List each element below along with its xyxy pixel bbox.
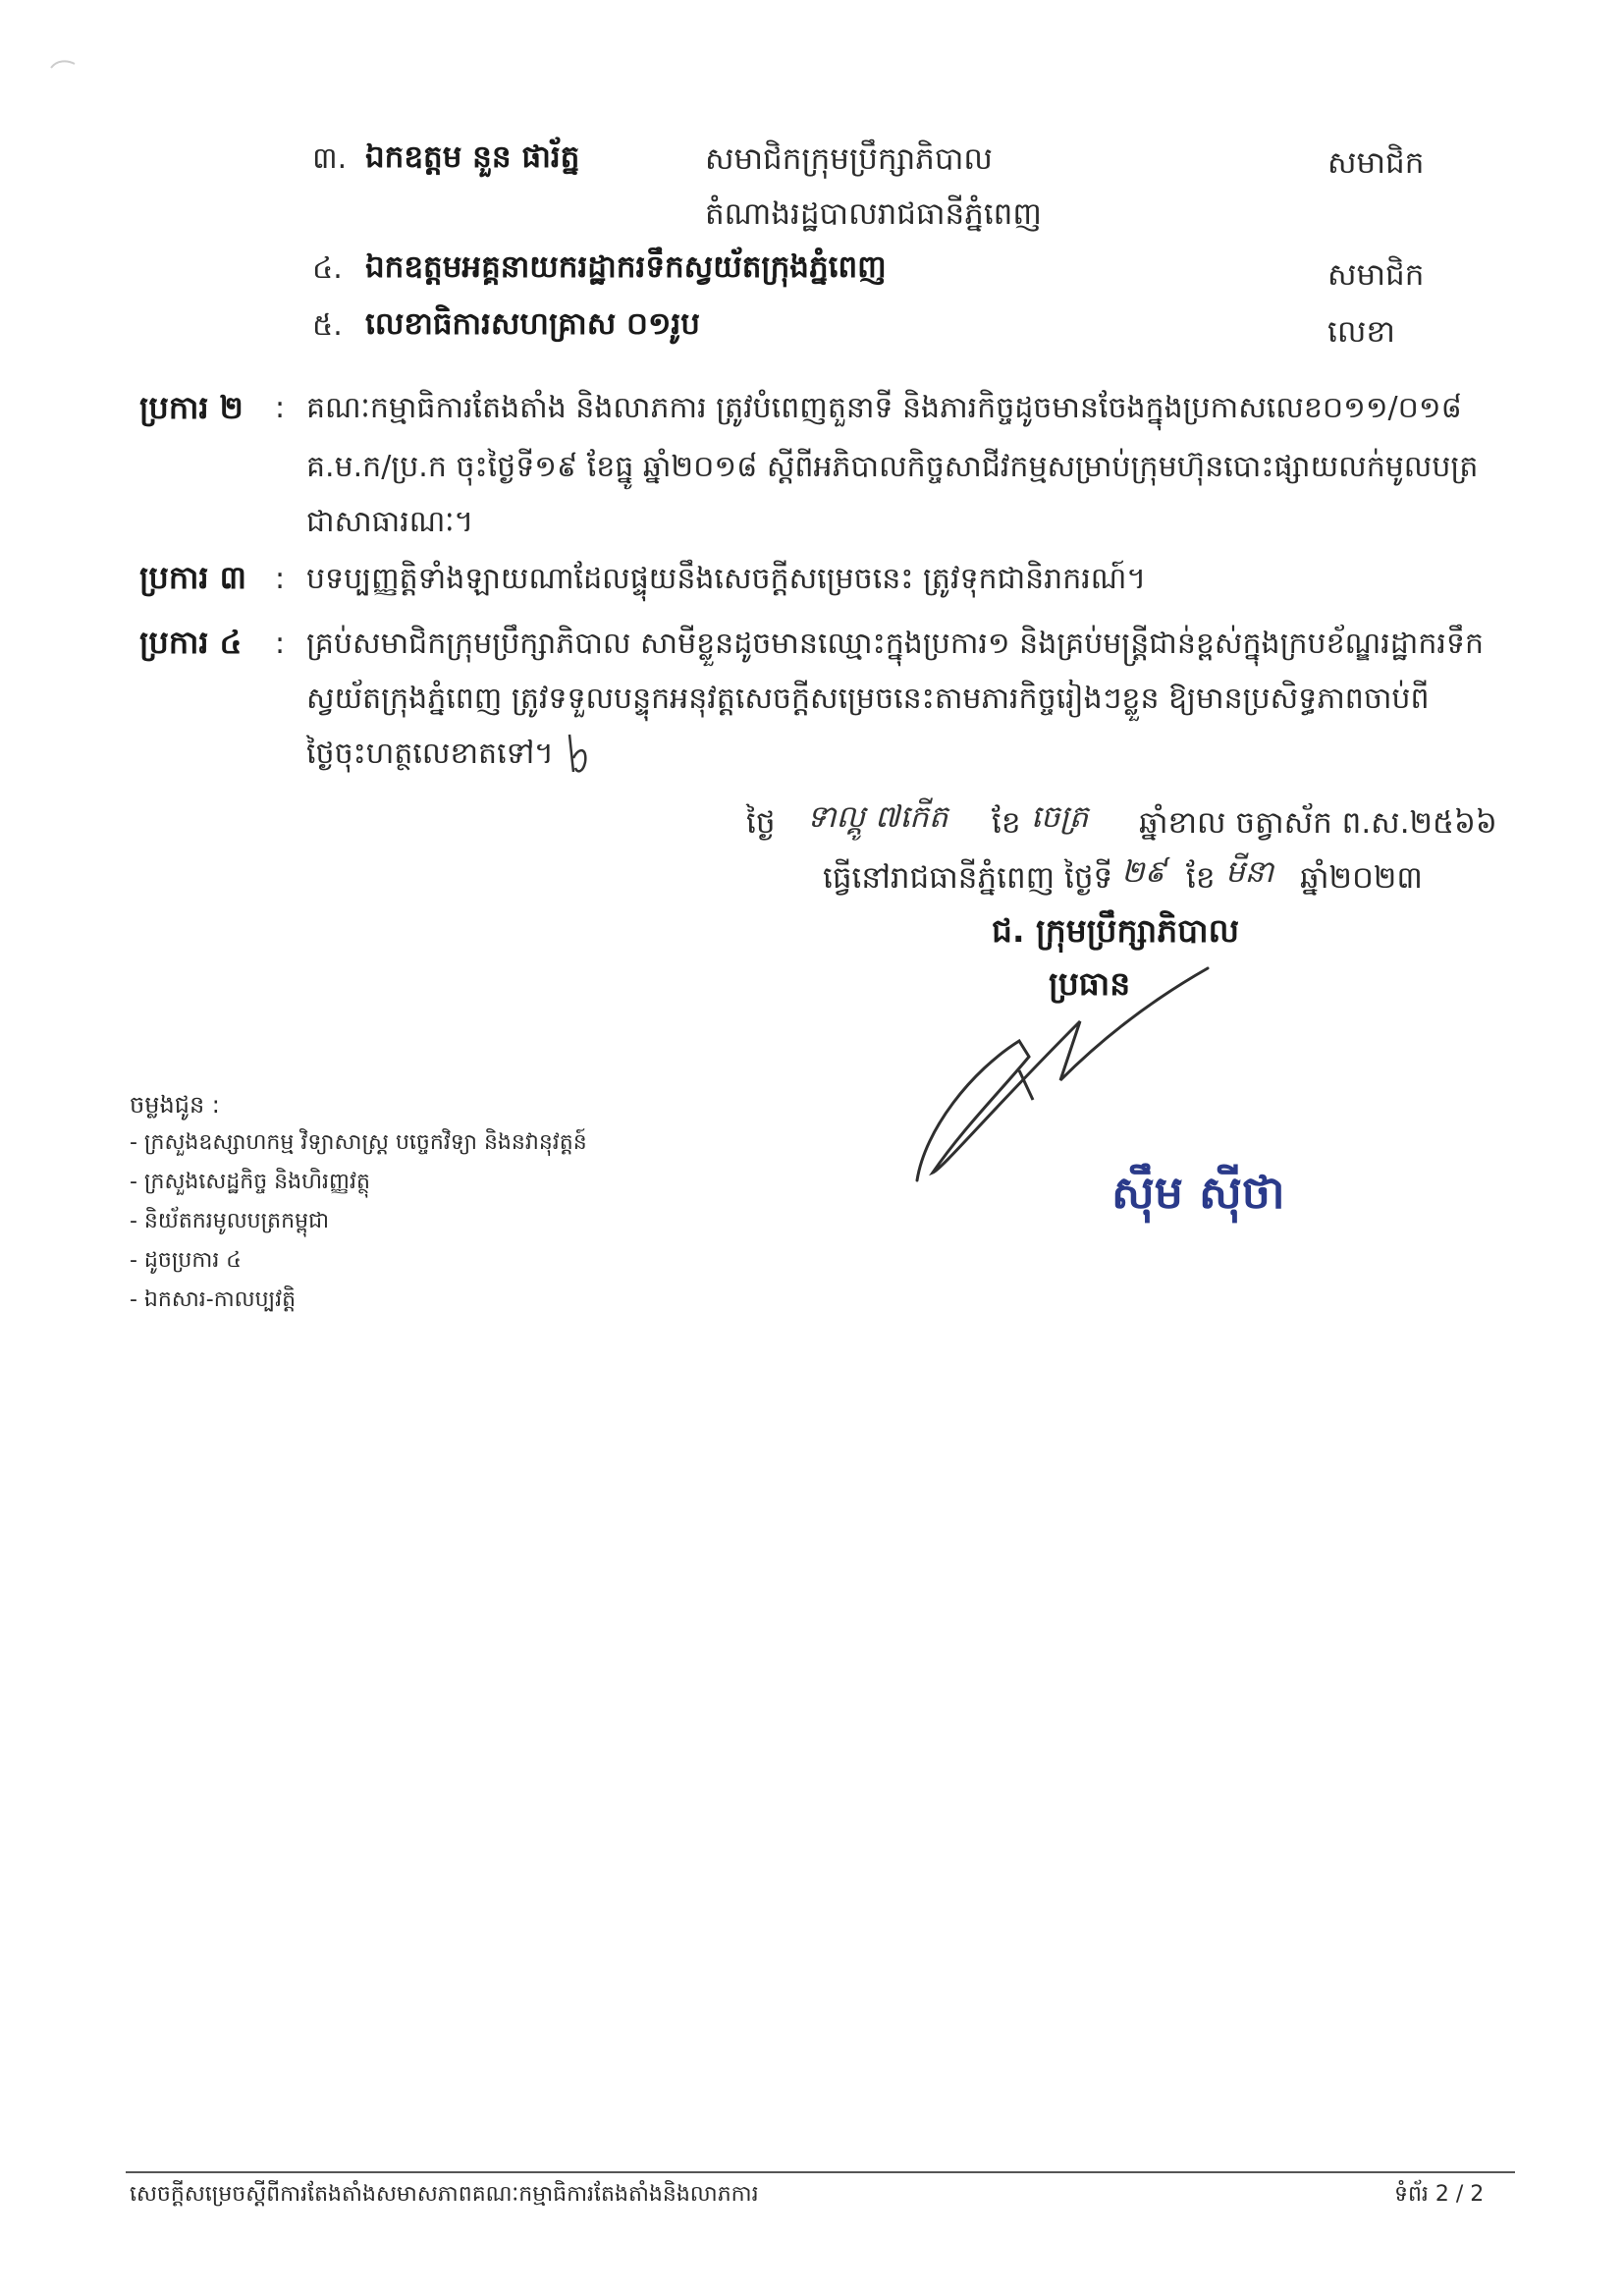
cc-item: - ឯកសារ-កាលប្បវត្តិ xyxy=(130,1287,297,1312)
month-prefix: ខែ xyxy=(1186,860,1216,896)
signatory-name: ស៊ឹម ស៊ីថា xyxy=(1111,1166,1285,1219)
article-line: ថ្ងៃចុះហត្ថលេខាតទៅ។ xyxy=(306,737,554,771)
footer-document-title: សេចក្តីសម្រេចស្តីពីការតែងតាំងសមាសភាពគណៈកម្មាធិការតែងតាំងនិងលាភការ xyxy=(130,2182,759,2207)
member-number: ៤. xyxy=(312,251,343,286)
lunar-month-prefix: ខែ xyxy=(992,805,1021,841)
month-handwritten: មីនា xyxy=(1225,854,1274,890)
day-handwritten: ២៩ xyxy=(1121,854,1166,890)
cc-item: - ក្រសួងសេដ្ឋកិច្ច និងហិរញ្ញវត្ថុ xyxy=(130,1170,370,1194)
article-label: ប្រការ ២ xyxy=(139,389,244,426)
member-position: លេខា xyxy=(1327,314,1395,350)
article-line: គ.ម.ក/ប្រ.ក ចុះថ្ងៃទី១៩ ខែធ្នូ ឆ្នាំ២០១៨ ស្តីពីអភិបាលកិច្ចសាជីវកម្មសម្រាប់ក្រុមហ៊ុនបោះផ្សាយលក់មូលបត្រ xyxy=(306,450,1479,484)
article-line: គណៈកម្មាធិការតែងតាំង និងលាភការ ត្រូវបំពេញតួនាទី និងភារកិច្ចដូចមានចែងក្នុងប្រកាសលេខ០១១/០១៨ xyxy=(306,391,1462,425)
lunar-month-handwritten: ចេត្រ xyxy=(1031,799,1089,835)
footer-divider xyxy=(126,2171,1515,2173)
year: ឆ្នាំ២០២៣ xyxy=(1300,860,1423,896)
initials-mark xyxy=(564,729,593,778)
page-number: ទំព័រ 2 / 2 xyxy=(1394,2182,1485,2207)
cc-item: - ដូចប្រការ ៤ xyxy=(130,1248,242,1273)
lunar-year: ឆ្នាំខាល ចត្វាស័ក ព.ស.២៥៦៦ xyxy=(1139,805,1497,841)
member-number: ៣. xyxy=(312,141,348,176)
member-role: សមាជិកក្រុមប្រឹក្សាភិបាល xyxy=(705,141,993,177)
article-label: ប្រការ ៣ xyxy=(139,559,246,596)
member-role-line2: តំណាងរដ្ឋបាលរាជធានីភ្នំពេញ xyxy=(705,196,1042,232)
article-line: បទប្បញ្ញត្តិទាំងឡាយណាដែលផ្ទុយនឹងសេចក្តីសម្រេចនេះ ត្រូវទុកជានិរាករណ៍។ xyxy=(306,562,1147,596)
signature-scribble xyxy=(903,962,1227,1198)
lunar-day-handwritten: ទាល្គូ ៧កើត xyxy=(807,799,948,835)
member-name: ឯកឧត្តម នួន ផារ័ត្ន xyxy=(365,139,580,175)
member-name: លេខាធិការសហគ្រាស ០១រូប xyxy=(365,306,700,342)
member-position: សមាជិក xyxy=(1327,257,1425,293)
article-colon: : xyxy=(275,391,286,425)
article-label: ប្រការ ៤ xyxy=(139,624,243,661)
place-date-prefix: ធ្វើនៅរាជធានីភ្នំពេញ ថ្ងៃទី xyxy=(823,860,1113,896)
article-colon: : xyxy=(275,627,286,661)
article-line: ស្វយ័តក្រុងភ្នំពេញ ត្រូវទទួលបន្ទុកអនុវត្តសេចក្តីសម្រេចនេះតាមភារកិច្ចរៀងៗខ្លួន ឱ្យមានប្រសិទ្ធភាពចាប់ពី xyxy=(306,682,1430,716)
member-position: សមាជិក xyxy=(1327,145,1425,181)
member-name: ឯកឧត្តមអគ្គនាយករដ្ឋាករទឹកស្វយ័តក្រុងភ្នំពេញ xyxy=(365,249,887,285)
cc-title: ចម្លងជូន : xyxy=(130,1091,220,1119)
article-colon: : xyxy=(275,562,286,596)
scan-mark xyxy=(49,57,77,71)
member-number: ៥. xyxy=(312,308,343,343)
signatory-title: ប្រធាន xyxy=(1049,964,1131,1003)
signatory-org: ជ. ក្រុមប្រឹក្សាភិបាល xyxy=(992,911,1240,950)
cc-item: - និយ័តករមូលបត្រកម្ពុជា xyxy=(130,1209,330,1233)
lunar-day-prefix: ថ្ងៃ xyxy=(746,805,776,841)
article-line: ជាសាធារណៈ។ xyxy=(306,505,474,539)
article-line: គ្រប់សមាជិកក្រុមប្រឹក្សាភិបាល សាមីខ្លួនដូចមានឈ្មោះក្នុងប្រការ១ និងគ្រប់មន្ត្រីជាន់ខ្ពស់ក្នុងក្របខ័ណ្ឌរដ្ឋាករទឹក xyxy=(306,627,1485,661)
cc-item: - ក្រសួងឧស្សាហកម្ម វិទ្យាសាស្ត្រ បច្ចេកវិទ្យា និងនវានុវត្តន៍ xyxy=(130,1130,587,1155)
